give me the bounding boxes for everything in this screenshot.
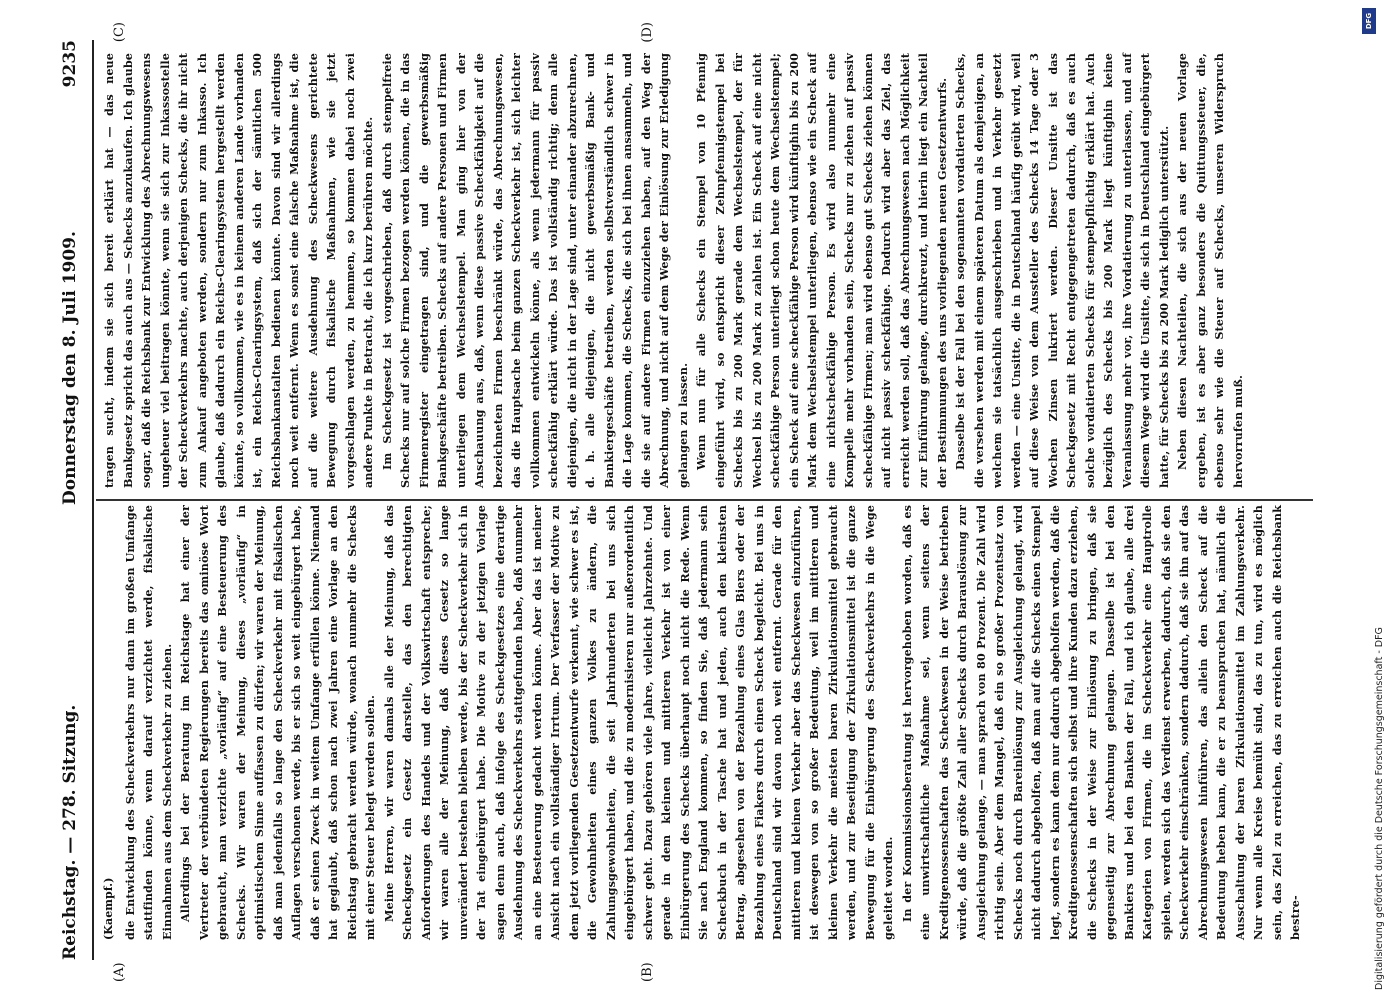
digitization-credit [1356,0,1385,1000]
header-rule [92,40,94,960]
paragraph: Im Scheckgesetz ist vorgeschrieben, daß durch stempelfreie Schecks nur auf solche Firmen bezogen werden können, die in das Firmenregister eingetragen sind, und die gewerbsmäßig Bankgeschäfte betreiben. Schecks auf andere Personen und Firmen unterliegen dem Wechselstempel. Man ging hier von der Anschauung aus, daß, wenn diese passive Scheckfähigkeit auf die bezeichneten Firmen beschränkt würde, das Abrechnungswesen, das die Hauptsache beim ganzen Scheckverkehr ist, sich leichter vollkommen entwickeln könne, als wenn jedermann für passiv scheckfähig erklärt würde. Das ist vollständig richtig; denn alle diejenigen, die nicht in der Lage sind, unter einander abzurechnen, d. h. alle diejenigen, die nicht gewerbsmäßig Bank- und Bankiergeschäfte betreiben, werden selbstverständlich schwer in die Lage kommen, die Schecks, die sich bei ihnen ansammeln, und die sie auf andere Firmen einzuziehen haben, auf den Weg der Abrechnung, und nicht auf dem Wege der Einlösung zur Erledigung gelangen zu lassen. [379,53,690,488]
margin-mark-b: (B) [640,962,655,982]
dfg-logo [1362,8,1376,34]
right-column [100,53,1247,488]
paragraph: Allerdings bei der Beratung im Reichstage hat einer der Vertreter der verbündeten Regierungen bereits das ominöse Wort gebraucht, man verzichte „vorläufig“ auf eine Besteuerung des Schecks. Wir waren der Meinung, dieses „vorläufig“ in optimistischem Sinne auffassen zu dürfen; wir waren der Meinung, daß man jedenfalls so lange den Scheckverkehr mit fiskalischen Auflagen verschonen werde, bis er sich so weit eingebürgert habe, daß er seinen Zweck in weitem Umfange erfüllen könne. Niemand hat geglaubt, daß schon nach zwei Jahren eine Vorlage an den Reichstag gebracht werden würde, wonach nunmehr die Schecks mit einer Steuer belegt werden sollen. [178,505,377,940]
paragraph: Dasselbe ist der Fall bei den sogenannten vordatierten Schecks, die versehen werden mit einem späteren Datum als demjenigen, an welchem sie tatsächlich ausgeschrieben und in Verkehr gesetzt werden — eine Unsitte, die in Deutschland häufig geübt wird, weil auf diese Weise von dem Aussteller des Schecks 14 Tage oder 3 Wochen Zinsen lukriert werden. Dieser Unsitte ist das Scheckgesetz mit Recht entgegengetreten dadurch, daß es auch solche vordatierten Schecks für stempelpflichtig erklärt hat. Auch bezüglich des Schecks bis 200 Mark liegt künftighin keine Veranlassung mehr vor, ihre Vordatierung zu unterlassen, und auf diesem Wege wird die Unsitte, die sich in Deutschland eingebürgert hatte, für Schecks bis zu 200 Mark lediglich unterstützt. [953,53,1171,488]
paragraph: tragen sucht, indem sie sich bereit erklärt hat — das neue Bankgesetz spricht das auch aus — Schecks anzukaufen. Ich glaube sogar, daß die Reichsbank zur Entwicklung des Abrechnungswesens ungeheuer viel beitragen könnte, wenn sie sich zur Inkassostelle der Scheckverkehrs machte, auch derjenigen Schecks, die ihr nicht zum Ankauf angeboten werden, sondern nur zum Inkasso. Ich glaube, daß dadurch ein Reichs-Clearingsystem hergestellt werden könnte, so vollkommen, wie es in keinem anderen Lande vorhanden ist, ein Reichs-Clearingsystem, daß sich der sämtlichen 500 Reichsbankanstalten bedienen könnte. Davon sind wir allerdings noch weit entfernt. Wenn es sonst eine falsche Maßnahme ist, die auf die weitere Ausdehnung des Scheckwesens gerichtete Bewegung durch fiskalische Maßnahmen, wie sie jetzt vorgeschlagen werden, zu hemmen, so kommen dabei noch zwei andere Punkte in Betracht, die ich kurz berühren möchte. [102,53,375,488]
margin-mark-d: (D) [640,22,655,43]
paragraph: Wenn nun für alle Schecks ein Stempel von 10 Pfennig eingeführt wird, so entspricht dieser Zehnpfennigstempel bei Schecks bis zu 200 Mark gerade dem Wechselstempel, der für Wechsel bis zu 200 Mark zu zahlen ist. Ein Scheck auf eine nicht scheckfähige Person unterliegt schon heute dem Wechselstempel; ein Scheck auf eine scheckfähige Person wird künftighin bis zu 200 Mark dem Wechselstempel unterliegen, ebenso wie ein Scheck auf eine nichtscheckfähige Person. Es wird also nunmehr eine Kompelle mehr vorhanden sein, Schecks nur zu ziehen auf passiv scheckfähige Firmen; man wird ebenso gut Schecks ziehen können auf nicht passiv scheckfähige. Dadurch wird aber das Ziel, das erreicht werden soll, daß das Abrechnungswesen nach Möglichkeit zur Einführung gelange, durchkreuzt, und hierin liegt ein Nachteil der Bestimmungen des uns vorliegenden neuen Gesetzentwurfs. [694,53,949,488]
paragraph: die Entwicklung des Scheckverkehrs nur dann im großen Umfange stattfinden könne, wenn darauf verzichtet werde, fiskalische Einnahmen aus dem Scheckverkehr zu ziehen. [122,505,174,940]
paragraph: Meine Herren, wir waren damals alle der Meinung, daß das Scheckgesetz ein Gesetz darstelle, das den berechtigten Anforderungen des Handels und der Volkswirtschaft entspreche; wir waren alle der Meinung, daß dieses Gesetz so lange unverändert bestehen bleiben werde, bis der Scheckverkehr sich in der Tat eingebürgert habe. Die Motive zu der jetzigen Vorlage sagen denn auch, daß infolge des Scheckgesetzes eine derartige Ausdehnung des Scheckverkehrs stattgefunden habe, daß nunmehr an eine Besteuerung gedacht werden könne. Aber das ist meiner Ansicht nach ein vollständiger Irrtum. Der Verfasser der Motive zu dem jetzt vorliegenden Gesetzentwurfe verkennt, wie schwer es ist, die Gewohnheiten eines ganzen Volkes zu ändern, die Zahlungsgewohnheiten, die seit Jahrhunderten bei uns sich eingebürgert haben, und die zu modernisieren nur außerordentlich schwer geht. Dazu gehören viele Jahre, vielleicht Jahrzehnte. Und gerade in dem kleinen und mittleren Verkehr ist von einer Einbürgerung des Schecks überhaupt noch nicht die Rede. Wenn Sie nach England kommen, so finden Sie, daß jedermann sein Scheckbuch in der Tasche hat und jeden, auch den kleinsten Betrag, abgesehen von der Bezahlung eines Glas Biers oder der Bezahlung eines Fiakers durch einen Scheck begleicht. Bei uns in Deutschland sind wir davon noch weit entfernt. Gerade für den mittleren und kleinen Verkehr aber das Scheckwesen einzuführen, ist deswegen von so großer Bedeutung, weil im mittleren und kleinen Verkehr die meisten baren Zirkulationsmittel gebraucht werden, und zur Beseitigung der Zirkulationsmittel ist die ganze Bewegung für die Einbürgerung des Scheckverkehrs in die Wege geleitet worden. [381,505,895,940]
dfg-logo-label: DFG [1365,12,1373,30]
speaker-tag: (Kaempf.) [102,877,115,940]
column-divider [96,499,1313,501]
paragraph: In der Kommissionsberatung ist hervorgehoben worden, daß es eine unwirtschaftliche Maßnahme sei, wenn seitens der Kreditgenossenschaften das Scheckwesen in der Weise betrieben würde, daß die größte Zahl aller Schecks durch Barauslösung zur Ausgleichung gelange, — man sprach von 80 Prozent. Die Zahl wird richtig sein. Aber dem Mangel, daß ein so großer Prozentsatz von Schecks noch durch Bareinlösung zur Ausgleichung gelangt, wird nicht dadurch abgeholfen, daß man auf die Schecks einen Stempel legt, sondern es kann dem nur dadurch abgeholfen werden, daß die Kreditgenossenschaften sich selbst und ihre Kunden dazu erziehen, die Schecks in der Weise zur Einlösung zu bringen, daß sie gegenseitig zur Abrechnung gelangen. Dasselbe ist bei den Bankiers und bei den Banken der Fall, und ich glaube, alle drei Kategorien von Firmen, die im Scheckverkehr eine Hauptrolle spielen, werden sich das Verdienst erwerben, dadurch, daß sie den Scheckverkehr einschränken, sondern dadurch, daß sie ihn auf das Abrechnungswesen hinführen, das allein den Scheck auf die Bedeutung heben kann, die er zu beanspruchen hat, nämlich die Ausschaltung der baren Zirkulationsmittel im Zahlungsverkehr. Nur wenn alle Kreise bemüht sind, das zu tun, wird es möglich sein, das Ziel zu erreichen, das zu erreichen auch die Reichsbank bestre- [899,505,1302,940]
page-number: 9235 [60,40,80,88]
page-header [60,40,90,960]
margin-mark-a: (A) [112,962,127,982]
header-date: Donnerstag den 8. Juli 1909. [60,231,80,505]
paragraph: Neben diesen Nachteilen, die sich aus der neuen Vorlage ergeben, ist es aber ganz besonders die Quittungssteuer, die, ebenso sehr wie die Steuer auf Schecks, unseren Widerspruch hervorrufen muß. [1175,53,1245,488]
header-session: Reichstag. — 278. Sitzung. [60,704,80,960]
margin-mark-c: (C) [112,22,127,43]
left-column [100,505,1305,940]
credit-text: Digitalisierung gefördert durch die Deutsche Forschungsgemeinschaft - DFG [1374,627,1385,990]
